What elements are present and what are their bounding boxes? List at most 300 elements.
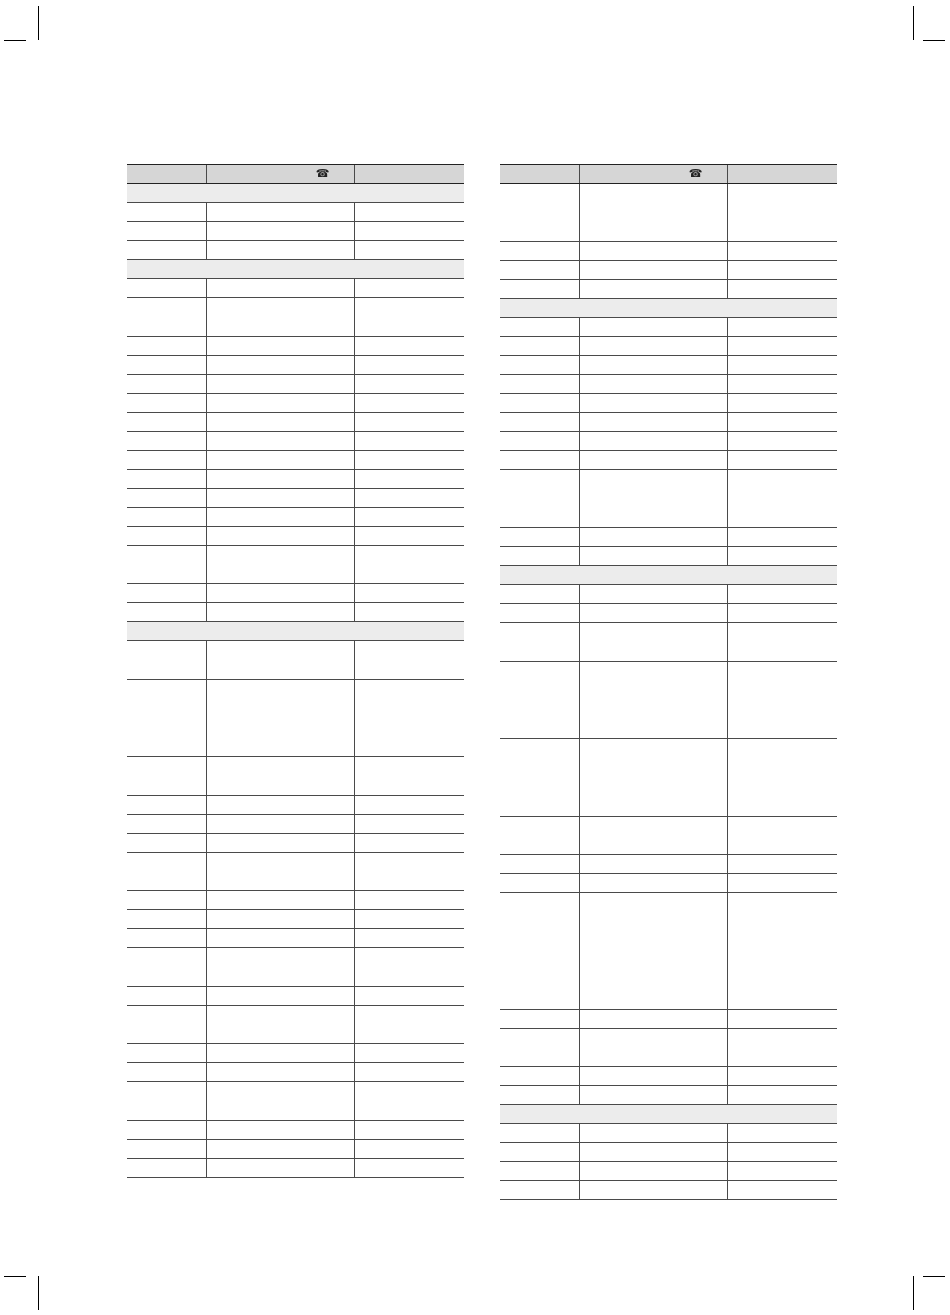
telephone-icon: ☎ [315, 167, 330, 180]
country-cell [500, 623, 579, 662]
section-header-cell [127, 184, 464, 203]
country-cell [500, 874, 579, 893]
table-row [500, 623, 837, 662]
website-cell [727, 1009, 837, 1028]
website-cell [354, 279, 464, 298]
website-cell [727, 739, 837, 817]
country-cell [127, 641, 206, 680]
contact-centre-cell [579, 855, 727, 874]
website-cell [354, 1044, 464, 1063]
contact-centre-cell [579, 623, 727, 662]
country-cell [500, 242, 579, 261]
table-row [500, 470, 837, 528]
contact-centre-cell [579, 451, 727, 470]
contact-table-left [127, 164, 464, 1178]
website-cell [727, 1181, 837, 1200]
website-cell [354, 929, 464, 948]
country-cell [127, 355, 206, 374]
crop-mark-bottom-right-horizontal [923, 1276, 945, 1277]
crop-mark-top-right-vertical [913, 6, 914, 40]
website-cell [727, 1086, 837, 1105]
country-cell [127, 431, 206, 450]
table-row [127, 1082, 464, 1121]
contact-centre-cell [206, 222, 354, 241]
crop-mark-bottom-left-vertical [38, 1276, 39, 1310]
table-row [127, 469, 464, 488]
contact-centre-cell [579, 1009, 727, 1028]
contact-centre-cell [206, 679, 354, 757]
contact-centre-cell [206, 1063, 354, 1082]
country-cell [127, 374, 206, 393]
contact-centre-cell [579, 1124, 727, 1143]
country-cell [127, 298, 206, 337]
header-cell-contact-centre [579, 165, 727, 184]
table-row [500, 242, 837, 261]
website-cell [727, 261, 837, 280]
table-row [127, 279, 464, 298]
country-cell [500, 451, 579, 470]
contact-centre-cell [206, 910, 354, 929]
website-cell [727, 855, 837, 874]
table-row [500, 432, 837, 451]
table-row [127, 1158, 464, 1177]
country-cell [127, 1120, 206, 1139]
contact-centre-cell [206, 488, 354, 507]
website-cell [354, 393, 464, 412]
website-cell [354, 469, 464, 488]
table-row [500, 1086, 837, 1105]
contact-centre-cell [206, 757, 354, 796]
contact-centre-cell [206, 1044, 354, 1063]
table-row [127, 393, 464, 412]
contact-centre-cell [206, 1005, 354, 1044]
country-cell [127, 241, 206, 260]
contact-centre-cell [579, 356, 727, 375]
table-row [127, 526, 464, 545]
country-cell [127, 584, 206, 603]
country-cell [127, 469, 206, 488]
website-cell [354, 526, 464, 545]
section-header-cell [127, 260, 464, 279]
table-row [127, 986, 464, 1005]
table-row [127, 929, 464, 948]
table-row [500, 1143, 837, 1162]
website-cell [354, 507, 464, 526]
section-header-cell [500, 566, 837, 585]
website-cell [354, 545, 464, 584]
contact-centre-cell [206, 986, 354, 1005]
table-row [500, 874, 837, 893]
table-row [127, 298, 464, 337]
contact-centre-cell [579, 1181, 727, 1200]
table-row [127, 757, 464, 796]
telephone-icon: ☎ [688, 167, 703, 180]
contact-centre-cell [579, 337, 727, 356]
country-cell [127, 679, 206, 757]
contact-centre-cell [206, 241, 354, 260]
website-cell [727, 375, 837, 394]
table-row [127, 1120, 464, 1139]
table-row [500, 893, 837, 1010]
header-cell-country [500, 165, 579, 184]
website-cell [354, 1063, 464, 1082]
table-row [127, 355, 464, 374]
website-cell [354, 488, 464, 507]
contact-centre-cell [579, 585, 727, 604]
country-cell [500, 375, 579, 394]
contact-centre-cell [579, 470, 727, 528]
section-header-cell [127, 622, 464, 641]
contact-centre-cell [579, 318, 727, 337]
country-cell [500, 816, 579, 855]
contact-centre-cell [206, 336, 354, 355]
country-cell [127, 450, 206, 469]
country-cell [127, 986, 206, 1005]
contact-centre-cell [579, 432, 727, 451]
country-cell [500, 432, 579, 451]
website-cell [354, 1120, 464, 1139]
website-cell [354, 203, 464, 222]
table-row [500, 261, 837, 280]
table-row [500, 855, 837, 874]
website-cell [354, 336, 464, 355]
country-cell [127, 412, 206, 431]
table-row [500, 585, 837, 604]
table-row [127, 795, 464, 814]
website-cell [354, 910, 464, 929]
country-cell [500, 604, 579, 623]
website-cell [727, 184, 837, 242]
country-cell [500, 547, 579, 566]
contact-centre-cell [579, 528, 727, 547]
website-cell [354, 948, 464, 987]
country-cell [127, 393, 206, 412]
contact-centre-cell [579, 280, 727, 299]
table-row [500, 547, 837, 566]
contact-centre-cell [206, 814, 354, 833]
contact-centre-cell [206, 795, 354, 814]
section-header-cell [500, 299, 837, 318]
country-cell [127, 222, 206, 241]
website-cell [727, 356, 837, 375]
table-row [127, 1044, 464, 1063]
contact-table-right [500, 164, 837, 1200]
table-row [127, 1139, 464, 1158]
contact-centre-cell [206, 852, 354, 891]
contact-centre-cell [206, 1082, 354, 1121]
table-row [500, 661, 837, 739]
contact-centre-cell [579, 1028, 727, 1067]
contact-centre-cell [206, 1139, 354, 1158]
country-cell [500, 1028, 579, 1067]
website-cell [354, 641, 464, 680]
contact-centre-cell [579, 604, 727, 623]
website-cell [727, 470, 837, 528]
contact-centre-cell [579, 739, 727, 817]
contact-centre-cell [206, 929, 354, 948]
section-header-row [127, 184, 464, 203]
country-cell [500, 1009, 579, 1028]
table-row [500, 1067, 837, 1086]
table-row [127, 910, 464, 929]
website-cell [354, 450, 464, 469]
contact-centre-cell [206, 298, 354, 337]
table-row [127, 1005, 464, 1044]
table-row [500, 1009, 837, 1028]
table-row [500, 356, 837, 375]
table-row [500, 280, 837, 299]
country-cell [127, 852, 206, 891]
country-cell [127, 1063, 206, 1082]
website-cell [354, 852, 464, 891]
table-row [500, 528, 837, 547]
country-cell [127, 910, 206, 929]
contact-centre-cell [206, 450, 354, 469]
country-cell [127, 279, 206, 298]
website-cell [727, 816, 837, 855]
country-cell [500, 1181, 579, 1200]
contact-centre-cell [206, 393, 354, 412]
table-row [127, 412, 464, 431]
table-row [500, 816, 837, 855]
website-cell [727, 1028, 837, 1067]
table-row [127, 948, 464, 987]
contact-centre-cell [579, 1162, 727, 1181]
contact-centre-cell [206, 507, 354, 526]
website-cell [727, 1067, 837, 1086]
country-cell [500, 470, 579, 528]
website-cell [354, 431, 464, 450]
country-cell [127, 526, 206, 545]
country-cell [500, 261, 579, 280]
table-row [500, 337, 837, 356]
table-row [127, 679, 464, 757]
section-header-row [500, 1105, 837, 1124]
contact-centre-cell [206, 584, 354, 603]
website-cell [727, 451, 837, 470]
country-cell [500, 184, 579, 242]
country-cell [500, 1162, 579, 1181]
table-row [500, 604, 837, 623]
website-cell [354, 412, 464, 431]
table-row [127, 488, 464, 507]
contact-centre-cell [206, 279, 354, 298]
country-cell [500, 528, 579, 547]
country-cell [500, 356, 579, 375]
table-row [127, 1063, 464, 1082]
header-cell-contact-centre [206, 165, 354, 184]
website-cell [727, 432, 837, 451]
country-cell [127, 948, 206, 987]
contact-centre-cell [579, 184, 727, 242]
table-body [500, 184, 837, 1200]
website-cell [727, 1162, 837, 1181]
contact-centre-cell [579, 816, 727, 855]
website-cell [727, 242, 837, 261]
table-row [127, 203, 464, 222]
country-cell [500, 413, 579, 432]
contact-centre-cell [206, 203, 354, 222]
country-cell [127, 545, 206, 584]
website-cell [354, 679, 464, 757]
website-cell [354, 222, 464, 241]
table-row [500, 394, 837, 413]
contact-centre-cell [206, 833, 354, 852]
table-row [500, 413, 837, 432]
country-cell [127, 336, 206, 355]
table-row [127, 852, 464, 891]
website-cell [354, 795, 464, 814]
website-cell [354, 241, 464, 260]
contact-centre-cell [206, 948, 354, 987]
website-cell [354, 584, 464, 603]
website-cell [354, 833, 464, 852]
country-cell [127, 603, 206, 622]
website-cell [354, 814, 464, 833]
country-cell [127, 833, 206, 852]
contact-centre-cell [579, 661, 727, 739]
country-cell [127, 814, 206, 833]
website-cell [727, 585, 837, 604]
table-row [127, 584, 464, 603]
country-cell [127, 1005, 206, 1044]
country-cell [500, 337, 579, 356]
website-cell [354, 757, 464, 796]
website-cell [727, 528, 837, 547]
country-cell [500, 280, 579, 299]
table-row [500, 1124, 837, 1143]
section-header-row [500, 566, 837, 585]
website-cell [727, 874, 837, 893]
crop-mark-top-left-vertical [38, 6, 39, 40]
contact-centre-cell [579, 874, 727, 893]
country-cell [127, 507, 206, 526]
country-cell [500, 739, 579, 817]
website-cell [354, 1082, 464, 1121]
crop-mark-bottom-right-vertical [913, 1276, 914, 1310]
table-row [500, 375, 837, 394]
contact-centre-cell [579, 893, 727, 1010]
website-cell [727, 318, 837, 337]
country-cell [127, 203, 206, 222]
table-row [500, 184, 837, 242]
country-cell [127, 1082, 206, 1121]
contact-centre-cell [206, 641, 354, 680]
table-row [127, 507, 464, 526]
website-cell [354, 298, 464, 337]
country-cell [127, 891, 206, 910]
website-cell [727, 280, 837, 299]
section-header-row [500, 299, 837, 318]
section-header-cell [500, 1105, 837, 1124]
contact-centre-cell [206, 1120, 354, 1139]
header-cell-country [127, 165, 206, 184]
contact-centre-cell [579, 261, 727, 280]
website-cell [354, 355, 464, 374]
website-cell [354, 1005, 464, 1044]
website-cell [354, 374, 464, 393]
contact-centre-cell [579, 394, 727, 413]
table-row [127, 241, 464, 260]
website-cell [727, 413, 837, 432]
table-row [127, 431, 464, 450]
contact-centre-cell [206, 545, 354, 584]
website-cell [354, 603, 464, 622]
contact-centre-cell [206, 469, 354, 488]
table-row [500, 318, 837, 337]
website-cell [354, 1158, 464, 1177]
header-cell-website [727, 165, 837, 184]
contact-centre-cell [579, 1067, 727, 1086]
country-cell [500, 1143, 579, 1162]
crop-mark-bottom-left-horizontal [4, 1276, 26, 1277]
contact-centre-cell [206, 603, 354, 622]
country-cell [500, 394, 579, 413]
table-row [127, 641, 464, 680]
country-cell [127, 1158, 206, 1177]
table-row [127, 450, 464, 469]
website-cell [354, 891, 464, 910]
website-cell [727, 547, 837, 566]
country-cell [500, 318, 579, 337]
table-row [127, 833, 464, 852]
table-row [127, 336, 464, 355]
contact-centre-cell [579, 413, 727, 432]
country-cell [127, 1044, 206, 1063]
website-cell [727, 1143, 837, 1162]
country-cell [127, 1139, 206, 1158]
table-row [500, 1028, 837, 1067]
table-row [127, 814, 464, 833]
table-row [127, 545, 464, 584]
contact-centre-cell [206, 374, 354, 393]
website-cell [727, 1124, 837, 1143]
country-cell [127, 795, 206, 814]
crop-mark-top-right-horizontal [923, 40, 945, 41]
website-cell [354, 986, 464, 1005]
country-cell [127, 929, 206, 948]
section-header-row [127, 622, 464, 641]
country-cell [500, 893, 579, 1010]
country-cell [500, 1124, 579, 1143]
country-cell [500, 585, 579, 604]
contact-centre-cell [579, 547, 727, 566]
header-cell-website [354, 165, 464, 184]
country-cell [500, 1067, 579, 1086]
country-cell [500, 1086, 579, 1105]
table-row [127, 374, 464, 393]
contact-centre-cell [206, 355, 354, 374]
table-row [500, 1162, 837, 1181]
table-row [127, 603, 464, 622]
contact-centre-cell [206, 412, 354, 431]
country-cell [500, 661, 579, 739]
table-header [500, 165, 837, 184]
table-row [127, 891, 464, 910]
contact-centre-cell [579, 375, 727, 394]
website-cell [727, 623, 837, 662]
country-cell [127, 488, 206, 507]
contact-centre-cell [579, 242, 727, 261]
table-row [127, 222, 464, 241]
table-row [500, 451, 837, 470]
contact-centre-cell [579, 1143, 727, 1162]
contact-centre-cell [206, 431, 354, 450]
website-cell [727, 893, 837, 1010]
table-row [500, 739, 837, 817]
website-cell [727, 661, 837, 739]
website-cell [354, 1139, 464, 1158]
